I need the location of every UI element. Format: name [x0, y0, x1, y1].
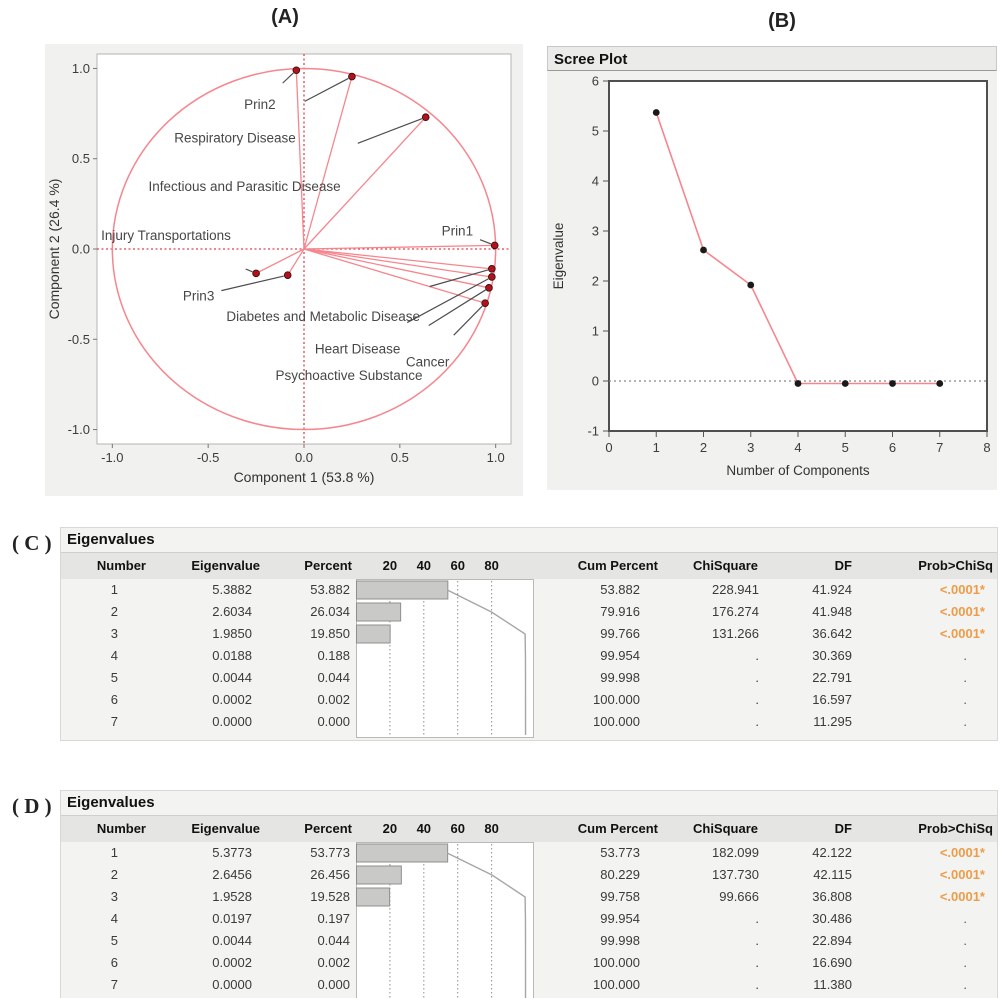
x-tick-label: 4 — [794, 440, 802, 455]
cell-prob-chisq: . — [963, 955, 967, 970]
panel-d-label: ( D ) — [12, 794, 52, 818]
column-header-prob-chisq: Prob>ChiSq — [864, 553, 997, 579]
x-tick-label: 6 — [888, 440, 897, 455]
cell-percent: 53.882 — [310, 582, 350, 597]
cell-cum-percent: 99.998 — [600, 933, 640, 948]
cell-cum-percent: 53.882 — [600, 582, 640, 597]
column-header-chisquare: ChiSquare — [664, 816, 769, 842]
cell-percent: 0.000 — [317, 714, 350, 729]
cell-percent: 0.044 — [317, 670, 350, 685]
cell-eigenvalue: 5.3882 — [212, 582, 252, 597]
column-header-number: Number — [61, 816, 156, 842]
cell-df: 16.690 — [812, 955, 852, 970]
cell-df: 22.791 — [812, 670, 852, 685]
cell-df: 42.122 — [812, 845, 852, 860]
bar-axis-tick-label: 20 — [382, 821, 398, 836]
scree-plot-title[interactable]: Scree Plot — [547, 46, 997, 71]
column-header-df: DF — [769, 816, 864, 842]
pca-biplot-chart — [45, 44, 523, 496]
cell-df: 36.642 — [812, 626, 852, 641]
cell-cum-percent: 53.773 — [600, 845, 640, 860]
column-header-chisquare: ChiSquare — [664, 553, 769, 579]
panel-a-label: (A) — [271, 6, 299, 28]
cell-chisquare: . — [755, 911, 759, 926]
cell-chisquare: 176.274 — [712, 604, 759, 619]
biplot-point-label: Diabetes and Metabolic Disease — [226, 309, 420, 325]
percent-bar — [357, 866, 402, 884]
scree-point[interactable] — [700, 247, 707, 254]
x-tick-label: 1 — [652, 440, 660, 455]
y-tick-label: 6 — [591, 73, 599, 89]
cell-number: 7 — [110, 977, 118, 992]
cell-chisquare: 131.266 — [712, 626, 759, 641]
biplot-point-label: Cancer — [405, 354, 450, 370]
percent-bar — [357, 844, 448, 862]
percent-bar-chart — [356, 579, 534, 738]
column-header-percent-bar-axis — [356, 553, 534, 579]
cell-number: 6 — [110, 955, 118, 970]
cell-percent: 0.002 — [317, 955, 350, 970]
column-header-number: Number — [61, 553, 156, 579]
cell-number: 3 — [110, 889, 118, 904]
eigenvalues-table-d — [60, 790, 998, 998]
cell-cum-percent: 100.000 — [593, 955, 640, 970]
cell-chisquare: 137.730 — [712, 867, 759, 882]
cell-cum-percent: 80.229 — [600, 867, 640, 882]
scree-plot-chart — [547, 71, 997, 489]
cell-number: 7 — [110, 714, 118, 729]
y-tick-label: 4 — [591, 173, 599, 189]
cell-cum-percent: 99.998 — [600, 670, 640, 685]
column-header-cum-percent: Cum Percent — [534, 553, 664, 579]
biplot-point[interactable] — [349, 73, 356, 80]
x-tick-label: 0.0 — [294, 450, 314, 465]
x-tick-label: 3 — [747, 440, 755, 455]
table-title[interactable]: Eigenvalues — [61, 528, 997, 553]
bar-axis-tick-label: 60 — [450, 558, 465, 573]
scree-point[interactable] — [889, 380, 896, 387]
cell-eigenvalue: 0.0044 — [212, 933, 252, 948]
column-header-eigenvalue: Eigenvalue — [156, 553, 266, 579]
cell-cum-percent: 100.000 — [593, 714, 640, 729]
cell-percent: 19.528 — [310, 889, 350, 904]
biplot-point[interactable] — [491, 242, 498, 249]
column-header-df: DF — [769, 553, 864, 579]
cell-eigenvalue: 0.0002 — [212, 692, 252, 707]
cell-chisquare: . — [755, 955, 759, 970]
cell-cum-percent: 99.954 — [600, 911, 640, 926]
x-tick-label: 8 — [983, 440, 991, 455]
biplot-point[interactable] — [422, 114, 429, 121]
biplot-point[interactable] — [482, 300, 489, 307]
bar-axis-tick-label: 20 — [382, 558, 398, 573]
y-tick-label: 3 — [591, 223, 599, 239]
column-header-percent-bar-axis — [356, 816, 534, 842]
biplot-point[interactable] — [488, 265, 495, 272]
scree-point[interactable] — [936, 380, 943, 387]
biplot-point-label: Prin2 — [244, 97, 276, 113]
cell-percent: 53.773 — [310, 845, 350, 860]
biplot-point-label: Injury Transportations — [101, 227, 231, 243]
y-tick-label: 0.5 — [71, 151, 90, 167]
cell-eigenvalue: 5.3773 — [212, 845, 252, 860]
scree-point[interactable] — [795, 380, 802, 387]
y-tick-label: 1.0 — [71, 60, 90, 76]
bar-axis-tick-label: 60 — [450, 821, 465, 836]
bar-axis-tick-label: 80 — [484, 821, 499, 836]
cell-eigenvalue: 1.9528 — [212, 889, 252, 904]
bar-axis-tick-label: 40 — [416, 558, 432, 573]
cell-percent: 0.044 — [317, 933, 350, 948]
cell-df: 30.486 — [812, 911, 852, 926]
percent-bar — [357, 581, 448, 599]
percent-bar — [357, 888, 390, 906]
cell-number: 3 — [110, 626, 118, 641]
biplot-point[interactable] — [253, 270, 260, 277]
y-tick-label: 0.0 — [71, 241, 90, 257]
cell-df: 42.115 — [813, 867, 852, 882]
bar-axis-tick-label: 80 — [484, 558, 499, 573]
cell-eigenvalue: 0.0044 — [212, 670, 252, 685]
biplot-point[interactable] — [293, 67, 300, 74]
x-tick-label: 0.5 — [390, 450, 409, 465]
biplot-point[interactable] — [284, 272, 291, 279]
cell-eigenvalue: 0.0197 — [212, 911, 252, 926]
cell-number: 5 — [110, 670, 118, 685]
biplot-point[interactable] — [488, 274, 495, 281]
y-tick-label: -0.5 — [67, 331, 90, 347]
cell-chisquare: . — [755, 692, 759, 707]
cell-eigenvalue: 0.0002 — [212, 955, 252, 970]
cell-percent: 26.034 — [310, 604, 350, 619]
cell-number: 1 — [110, 845, 118, 860]
panel-b-label: (B) — [768, 10, 796, 32]
scree-point[interactable] — [842, 380, 849, 387]
x-tick-label: 1.0 — [486, 450, 505, 465]
y-axis-title: Component 2 (26.4 %) — [46, 178, 62, 320]
cell-df: 22.894 — [812, 933, 852, 948]
cell-cum-percent: 100.000 — [593, 692, 640, 707]
cell-chisquare: . — [755, 977, 759, 992]
cell-chisquare: 228.941 — [712, 582, 759, 597]
cell-percent: 19.850 — [310, 626, 350, 641]
biplot-point-label: Heart Disease — [314, 341, 401, 357]
x-axis-title: Component 1 (53.8 %) — [233, 469, 375, 485]
biplot-point[interactable] — [486, 284, 493, 291]
column-header-percent: Percent — [266, 816, 356, 842]
biplot-point-label: Prin1 — [441, 223, 474, 239]
cell-number: 4 — [110, 648, 118, 663]
cell-chisquare: 99.666 — [719, 889, 759, 904]
cell-cum-percent: 99.766 — [600, 626, 640, 641]
cell-number: 2 — [110, 604, 118, 619]
y-tick-label: -1 — [587, 423, 599, 439]
biplot-point-label: Infectious and Parasitic Disease — [148, 179, 341, 195]
scree-point[interactable] — [747, 282, 754, 289]
cell-prob-chisq: . — [963, 648, 967, 663]
x-tick-label: -0.5 — [196, 450, 220, 465]
cell-number: 5 — [110, 933, 118, 948]
cell-cum-percent: 99.954 — [600, 648, 640, 663]
scree-point[interactable] — [653, 109, 660, 116]
cell-percent: 0.197 — [317, 911, 350, 926]
cell-df: 36.808 — [812, 889, 852, 904]
y-axis-title: Eigenvalue — [551, 222, 566, 290]
cell-prob-chisq: <.0001* — [939, 889, 985, 904]
table-title[interactable]: Eigenvalues — [61, 791, 997, 816]
cell-prob-chisq: <.0001* — [939, 626, 985, 641]
cell-prob-chisq: . — [963, 714, 967, 729]
cell-percent: 0.188 — [317, 648, 350, 663]
cell-number: 2 — [110, 867, 118, 882]
bar-axis-tick-label: 40 — [416, 821, 432, 836]
y-tick-label: 2 — [591, 273, 599, 289]
pca-biplot-panel — [45, 44, 523, 496]
cell-eigenvalue: 0.0000 — [212, 714, 252, 729]
percent-bar — [357, 625, 391, 643]
cell-percent: 0.000 — [317, 977, 350, 992]
scree-plot-panel — [547, 46, 997, 490]
cell-cum-percent: 79.916 — [600, 604, 640, 619]
y-tick-label: 1 — [591, 323, 599, 339]
cell-number: 4 — [110, 911, 118, 926]
cell-df: 11.295 — [813, 714, 852, 729]
column-header-eigenvalue: Eigenvalue — [156, 816, 266, 842]
cell-eigenvalue: 2.6456 — [212, 867, 252, 882]
panel-c-label: ( C ) — [12, 531, 52, 555]
biplot-point-label: Prin3 — [182, 288, 215, 304]
scree-plot-area — [609, 81, 987, 431]
y-tick-label: 5 — [591, 123, 599, 139]
cell-chisquare: . — [755, 933, 759, 948]
cell-prob-chisq: <.0001* — [939, 867, 985, 882]
x-tick-label: 7 — [936, 440, 944, 455]
cell-chisquare: . — [755, 670, 759, 685]
column-header-percent: Percent — [266, 553, 356, 579]
x-tick-label: 5 — [841, 440, 849, 455]
cell-cum-percent: 99.758 — [600, 889, 640, 904]
cell-number: 6 — [110, 692, 118, 707]
cell-df: 41.924 — [812, 582, 852, 597]
cell-prob-chisq: <.0001* — [939, 604, 985, 619]
x-tick-label: -1.0 — [101, 450, 124, 465]
cell-eigenvalue: 0.0000 — [212, 977, 252, 992]
cell-chisquare: . — [755, 714, 759, 729]
cell-eigenvalue: 0.0188 — [212, 648, 252, 663]
cell-prob-chisq: . — [963, 670, 967, 685]
cell-df: 30.369 — [812, 648, 852, 663]
cell-number: 1 — [110, 582, 118, 597]
cell-chisquare: . — [755, 648, 759, 663]
cell-prob-chisq: <.0001* — [939, 845, 985, 860]
cell-prob-chisq: . — [963, 911, 967, 926]
x-axis-title: Number of Components — [726, 463, 870, 478]
cell-prob-chisq: <.0001* — [939, 582, 985, 597]
cell-eigenvalue: 1.9850 — [212, 626, 252, 641]
cell-percent: 0.002 — [317, 692, 350, 707]
cell-prob-chisq: . — [963, 933, 967, 948]
y-tick-label: 0 — [591, 373, 599, 389]
column-header-prob-chisq: Prob>ChiSq — [864, 816, 997, 842]
x-tick-label: 2 — [699, 440, 708, 455]
cell-chisquare: 182.099 — [712, 845, 759, 860]
cell-prob-chisq: . — [963, 977, 967, 992]
cell-cum-percent: 100.000 — [593, 977, 640, 992]
column-header-cum-percent: Cum Percent — [534, 816, 664, 842]
cell-df: 11.380 — [813, 977, 852, 992]
biplot-point-label: Psychoactive Substance — [275, 367, 423, 383]
biplot-point-label: Respiratory Disease — [174, 130, 296, 146]
cell-df: 16.597 — [812, 692, 852, 707]
x-tick-label: 0 — [605, 440, 613, 455]
percent-bar-chart — [356, 842, 534, 998]
cell-percent: 26.456 — [310, 867, 350, 882]
cell-eigenvalue: 2.6034 — [212, 604, 252, 619]
y-tick-label: -1.0 — [67, 422, 90, 438]
eigenvalues-table-c — [60, 527, 998, 741]
percent-bar — [357, 603, 401, 621]
cell-prob-chisq: . — [963, 692, 967, 707]
cell-df: 41.948 — [812, 604, 852, 619]
